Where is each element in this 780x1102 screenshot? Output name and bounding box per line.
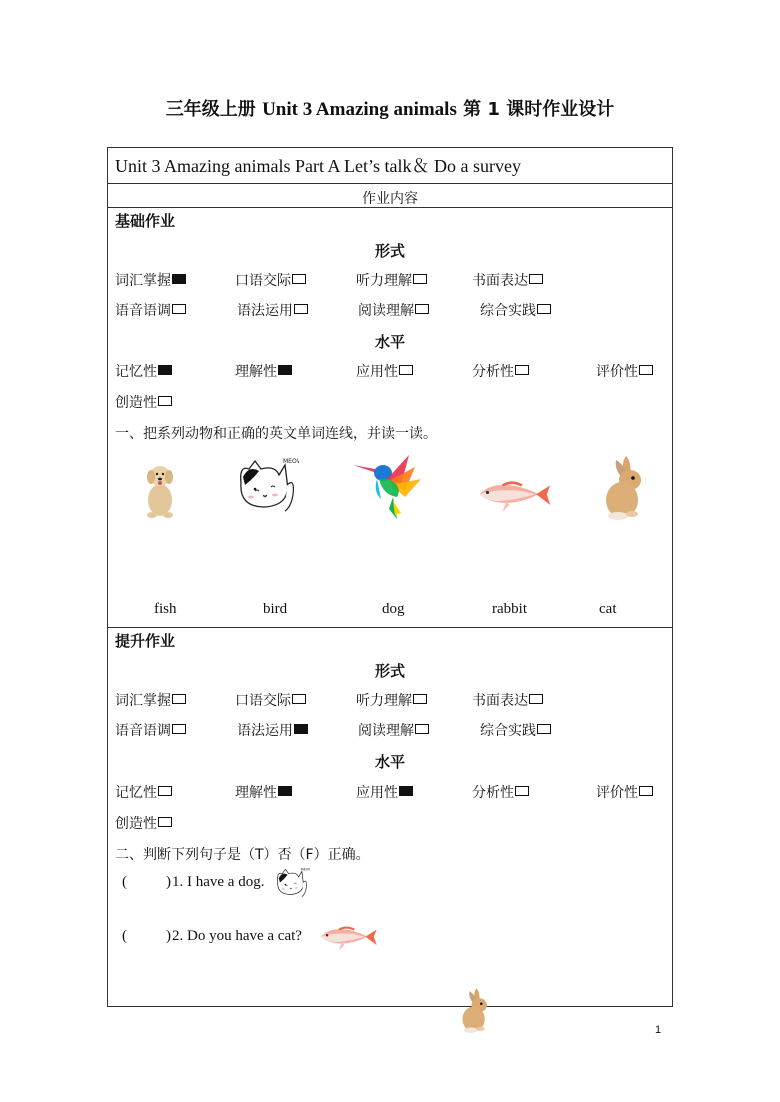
divider — [108, 207, 672, 208]
form-heading: 形式 — [374, 662, 405, 680]
bird-image — [353, 451, 423, 521]
title-cn-prefix: 三年级上册 — [165, 99, 256, 120]
level-option: 理解性 — [235, 782, 292, 802]
checkbox[interactable] — [413, 274, 427, 284]
checkbox[interactable] — [529, 694, 543, 704]
checkbox[interactable] — [172, 724, 186, 734]
checkbox-checked[interactable] — [158, 365, 172, 375]
instruction: 二、判断下列句子是（T）否（F）正确。 — [115, 847, 370, 863]
level-option: 记忆性 — [115, 782, 172, 802]
word-rabbit: rabbit — [492, 601, 527, 617]
fish-image — [476, 474, 552, 518]
answer-paren-close: ) — [166, 928, 171, 944]
checkbox[interactable] — [172, 304, 186, 314]
answer-paren-close: ) — [166, 874, 171, 890]
answer-paren-open[interactable]: ( — [122, 874, 127, 890]
checkbox[interactable] — [172, 694, 186, 704]
checkbox[interactable] — [399, 365, 413, 375]
instruction: 一、把系列动物和正确的英文单词连线，并读一读。 — [115, 426, 437, 442]
form-option: 阅读理解 — [358, 300, 429, 320]
page-number: 1 — [655, 1024, 662, 1036]
checkbox[interactable] — [537, 724, 551, 734]
checkbox-checked[interactable] — [399, 786, 413, 796]
level-option: 分析性 — [472, 361, 529, 381]
title-en: Unit 3 Amazing animals — [262, 99, 457, 120]
checkbox[interactable] — [415, 724, 429, 734]
checkbox[interactable] — [639, 365, 653, 375]
form-option: 语音语调 — [115, 300, 186, 320]
form-heading: 形式 — [374, 242, 405, 260]
checkbox[interactable] — [515, 786, 529, 796]
checkbox-checked[interactable] — [172, 274, 186, 284]
title-cn-suffix: 第 1 课时作业设计 — [463, 99, 615, 120]
question-text: 1. I have a dog. — [172, 874, 265, 890]
form-option: 听力理解 — [356, 270, 427, 290]
form-option: 口语交际 — [235, 690, 306, 710]
form-option: 语法运用 — [237, 720, 308, 740]
cat-image — [274, 866, 310, 900]
form-option: 综合实践 — [480, 300, 551, 320]
answer-paren-open[interactable]: ( — [122, 928, 127, 944]
rabbit-decoration-image — [456, 987, 494, 1033]
unit-header: Unit 3 Amazing animals Part A Let’s talk＆ Do a survey — [115, 156, 521, 176]
level-option: 评价性 — [596, 361, 653, 381]
checkbox[interactable] — [158, 817, 172, 827]
section-title: 提升作业 — [115, 632, 176, 650]
homework-table — [107, 147, 673, 1007]
document-title — [0, 95, 780, 121]
checkbox-checked[interactable] — [278, 365, 292, 375]
form-option: 书面表达 — [472, 270, 543, 290]
cat-image — [235, 455, 299, 517]
level-heading: 水平 — [374, 753, 405, 771]
level-option: 创造性 — [115, 392, 172, 412]
checkbox[interactable] — [292, 694, 306, 704]
divider — [108, 627, 672, 628]
checkbox[interactable] — [413, 694, 427, 704]
checkbox[interactable] — [537, 304, 551, 314]
divider — [108, 183, 672, 184]
question-text: 2. Do you have a cat? — [172, 928, 302, 944]
level-option: 创造性 — [115, 813, 172, 833]
checkbox[interactable] — [515, 365, 529, 375]
word-bird: bird — [263, 601, 288, 617]
checkbox[interactable] — [292, 274, 306, 284]
form-option: 词汇掌握 — [115, 270, 186, 290]
fish-image — [318, 922, 378, 954]
word-dog: dog — [382, 601, 405, 617]
content-header: 作业内容 — [362, 191, 418, 207]
level-option: 评价性 — [596, 782, 653, 802]
level-option: 记忆性 — [115, 361, 172, 381]
checkbox[interactable] — [529, 274, 543, 284]
rabbit-image — [600, 454, 648, 520]
form-option: 语法运用 — [237, 300, 308, 320]
word-fish: fish — [154, 601, 177, 617]
checkbox[interactable] — [415, 304, 429, 314]
dog-image — [140, 460, 180, 522]
word-cat: cat — [599, 601, 617, 617]
checkbox[interactable] — [158, 396, 172, 406]
level-option: 应用性 — [356, 782, 413, 802]
checkbox[interactable] — [639, 786, 653, 796]
checkbox[interactable] — [294, 304, 308, 314]
section-title: 基础作业 — [115, 212, 176, 230]
checkbox[interactable] — [158, 786, 172, 796]
form-option: 综合实践 — [480, 720, 551, 740]
form-option: 词汇掌握 — [115, 690, 186, 710]
form-option: 听力理解 — [356, 690, 427, 710]
checkbox-checked[interactable] — [294, 724, 308, 734]
form-option: 语音语调 — [115, 720, 186, 740]
level-option: 应用性 — [356, 361, 413, 381]
checkbox-checked[interactable] — [278, 786, 292, 796]
form-option: 阅读理解 — [358, 720, 429, 740]
level-heading: 水平 — [374, 333, 405, 351]
level-option: 分析性 — [472, 782, 529, 802]
form-option: 书面表达 — [472, 690, 543, 710]
level-option: 理解性 — [235, 361, 292, 381]
form-option: 口语交际 — [235, 270, 306, 290]
